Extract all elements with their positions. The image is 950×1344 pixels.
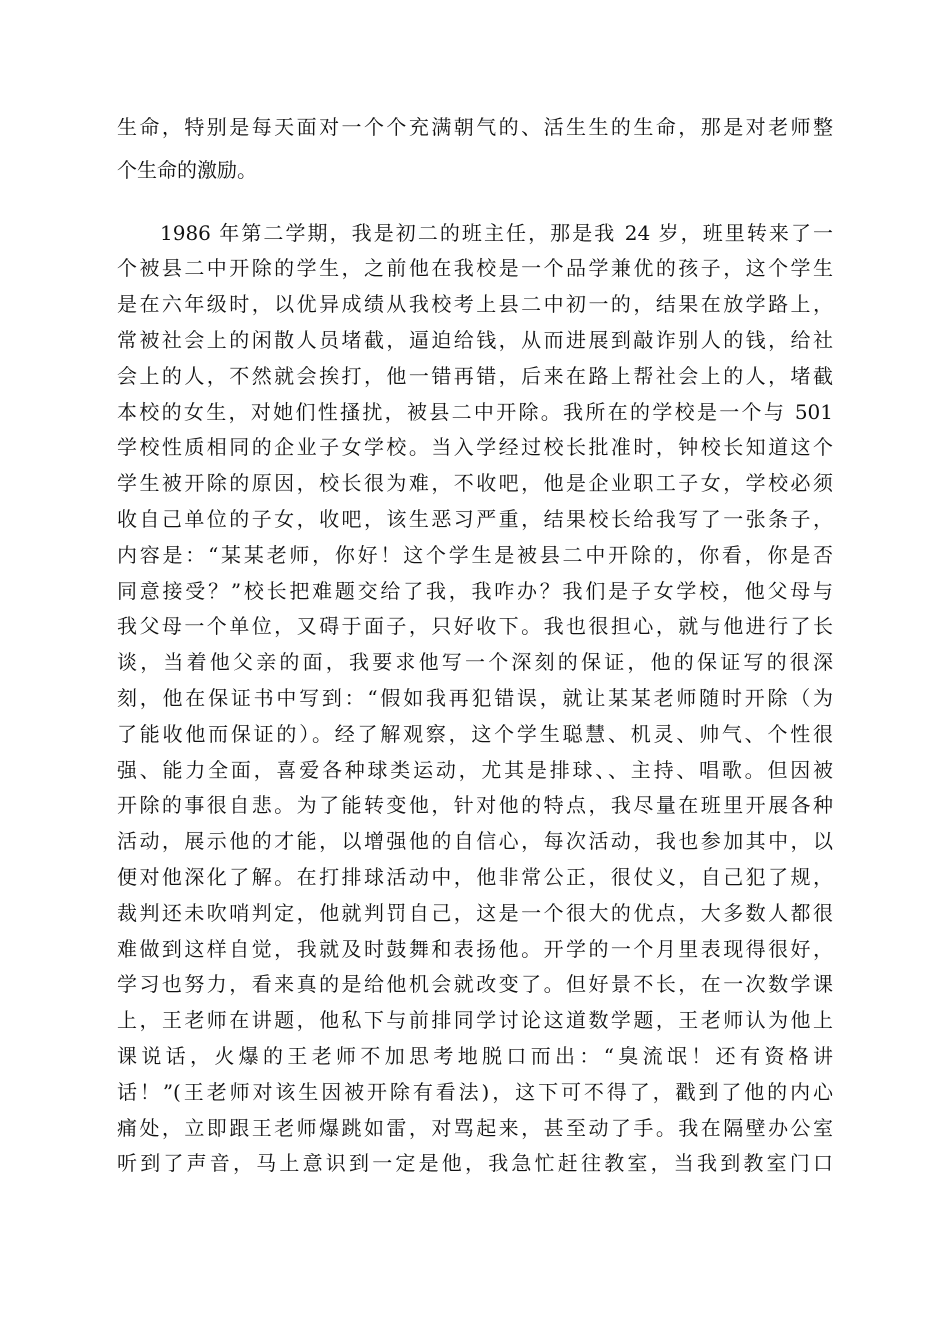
text-line: 开除的事很自悲。为了能转变他，针对他的特点，我尽量在班里开展各种	[117, 793, 833, 817]
text-line: 裁判还未吹哨判定，他就判罚自己，这是一个很大的优点，大多数人都很	[117, 901, 833, 925]
text-line: 活动，展示他的才能，以增强他的自信心，每次活动，我也参加其中，以	[117, 829, 833, 853]
text-line: 同意接受？”校长把难题交给了我，我咋办？我们是子女学校，他父母与	[117, 579, 833, 603]
text-line: 强、能力全面，喜爱各种球类运动，尤其是排球、、主持、唱歌。但因被	[117, 758, 833, 782]
text-line: 本校的女生，对她们性搔扰，被县二中开除。我所在的学校是一个与 501	[117, 400, 833, 424]
text-line: 会上的人，不然就会挨打，他一错再错，后来在路上帮社会上的人，堵截	[117, 364, 833, 388]
text-line: 是在六年级时，以优异成绩从我校考上县二中初一的，结果在放学路上，	[117, 292, 833, 316]
text-line: 上，王老师在讲题，他私下与前排同学讨论这道数学题，王老师认为他上	[117, 1008, 833, 1032]
text-line: 课说话，火爆的王老师不加思考地脱口而出：“臭流氓！还有资格讲	[117, 1044, 833, 1068]
text-line: 便对他深化了解。在打排球活动中，他非常公正，很仗义，自己犯了规，	[117, 865, 833, 889]
text-line: 话！”(王老师对该生因被开除有看法)，这下可不得了，戳到了他的内心	[117, 1080, 833, 1104]
text-line: 常被社会上的闲散人员堵截，逼迫给钱，从而进展到敲诈别人的钱，给社	[117, 328, 833, 352]
text-line: 个生命的激励。	[117, 158, 257, 182]
text-line: 生命，特别是每天面对一个个充满朝气的、活生生的生命，那是对老师整	[117, 115, 833, 139]
text-line: 学校性质相同的企业子女学校。当入学经过校长批准时，钟校长知道这个	[117, 435, 833, 459]
text-line: 痛处，立即跟王老师爆跳如雷，对骂起来，甚至动了手。我在隔壁办公室	[117, 1116, 833, 1140]
text-line: 难做到这样自觉，我就及时鼓舞和表扬他。开学的一个月里表现得很好，	[117, 937, 833, 961]
text-line: 收自己单位的子女，收吧，该生恶习严重，结果校长给我写了一张条子，	[117, 507, 833, 531]
text-line: 谈，当着他父亲的面，我要求他写一个深刻的保证，他的保证写的很深	[117, 650, 833, 674]
text-line: 了能收他而保证的）。经了解观察，这个学生聪慧、机灵、帅气、个性很	[117, 722, 833, 746]
text-line: 学习也努力，看来真的是给他机会就改变了。但好景不长，在一次数学课	[117, 972, 833, 996]
text-line: 内容是：“某某老师，你好！这个学生是被县二中开除的，你看，你是否	[117, 543, 833, 567]
text-line	[117, 1218, 833, 1252]
text-line: 1986 年第二学期，我是初二的班主任，那是我 24 岁，班里转来了一	[160, 221, 833, 245]
text-line	[117, 1182, 833, 1216]
text-line: 我父母一个单位，又碍于面子，只好收下。我也很担心，就与他进行了长	[117, 614, 833, 638]
text-line: 学生被开除的原因，校长很为难，不收吧，他是企业职工子女，学校必须	[117, 471, 833, 495]
text-line: 个被县二中开除的学生，之前他在我校是一个品学兼优的孩子，这个学生	[117, 256, 833, 280]
text-line: 刻，他在保证书中写到：“假如我再犯错误，就让某某老师随时开除（为	[117, 686, 833, 710]
text-line: 听到了声音，马上意识到一定是他，我急忙赶往教室，当我到教室门口	[117, 1151, 833, 1175]
